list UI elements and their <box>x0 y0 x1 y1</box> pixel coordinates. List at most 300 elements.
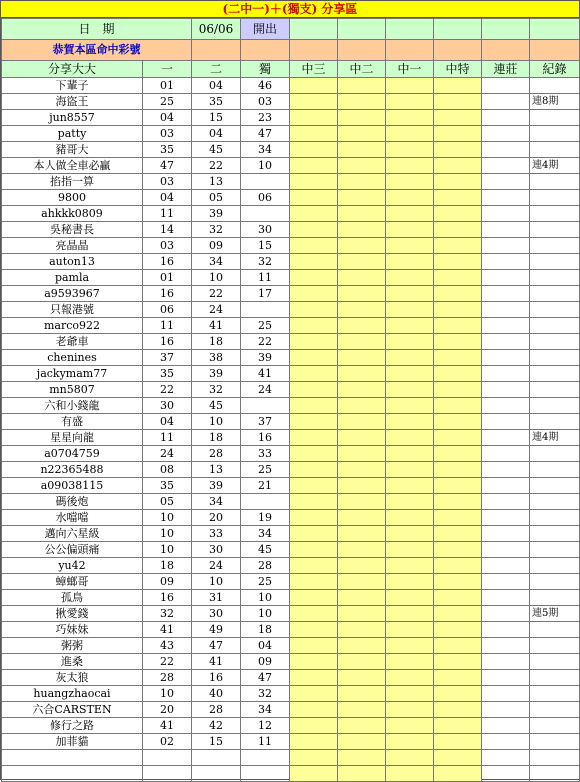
empty-cell <box>192 766 241 782</box>
hit3-cell <box>290 414 338 430</box>
pick-one: 22 <box>143 382 192 398</box>
pick-solo <box>241 174 290 190</box>
pick-two: 22 <box>192 286 241 302</box>
hit2-cell <box>338 478 386 494</box>
hit2-cell <box>338 494 386 510</box>
pick-two: 13 <box>192 174 241 190</box>
pick-one: 10 <box>143 510 192 526</box>
streak-cell <box>482 734 530 750</box>
record-note <box>530 526 580 542</box>
record-note <box>530 302 580 318</box>
hit1-cell <box>386 286 434 302</box>
hit3-cell <box>290 110 338 126</box>
table-row <box>2 174 580 190</box>
pick-two: 31 <box>192 590 241 606</box>
pick-one: 37 <box>143 350 192 366</box>
hit2-cell <box>338 734 386 750</box>
streak-cell <box>482 286 530 302</box>
record-note <box>530 702 580 718</box>
pick-solo: 12 <box>241 718 290 734</box>
table-row <box>2 574 580 590</box>
hit1-cell <box>386 702 434 718</box>
hit1-cell <box>386 238 434 254</box>
hit2-cell <box>338 174 386 190</box>
hit3-cell <box>290 270 338 286</box>
pick-two: 39 <box>192 366 241 382</box>
hit2-cell <box>338 78 386 94</box>
hit2-cell <box>338 286 386 302</box>
pick-two: 40 <box>192 686 241 702</box>
table-row <box>2 606 580 622</box>
hit3-cell <box>290 206 338 222</box>
hit2-cell <box>338 414 386 430</box>
pick-one: 20 <box>143 702 192 718</box>
pick-one: 08 <box>143 462 192 478</box>
streak-cell <box>482 462 530 478</box>
hit1-cell <box>386 382 434 398</box>
special-cell <box>434 462 482 478</box>
empty-cell <box>192 750 241 766</box>
hit3-cell <box>290 302 338 318</box>
special-cell <box>434 286 482 302</box>
pick-solo: 41 <box>241 366 290 382</box>
table-row <box>2 254 580 270</box>
special-cell <box>434 158 482 174</box>
special-cell <box>434 78 482 94</box>
pick-two: 04 <box>192 78 241 94</box>
streak-cell <box>482 702 530 718</box>
table-row <box>2 670 580 686</box>
record-note <box>530 590 580 606</box>
special-cell <box>434 366 482 382</box>
hit3-cell <box>290 590 338 606</box>
streak-cell <box>482 366 530 382</box>
hit3-cell <box>290 702 338 718</box>
pick-one: 22 <box>143 654 192 670</box>
hit1-cell <box>386 622 434 638</box>
record-note <box>530 78 580 94</box>
table-row <box>2 334 580 350</box>
hit2-cell <box>338 542 386 558</box>
sharer-name: 粥粥 <box>2 638 143 654</box>
special-cell <box>434 478 482 494</box>
hit1-cell <box>386 94 434 110</box>
pick-solo: 17 <box>241 286 290 302</box>
column-header-row <box>2 61 580 78</box>
empty-cell <box>2 766 143 782</box>
table-row <box>2 638 580 654</box>
record-note <box>530 494 580 510</box>
hit1-cell <box>386 686 434 702</box>
hit2-cell <box>338 158 386 174</box>
empty-cell <box>2 750 143 766</box>
pick-one: 47 <box>143 158 192 174</box>
streak-cell <box>482 430 530 446</box>
pick-solo: 45 <box>241 542 290 558</box>
hit2-cell <box>338 638 386 654</box>
pick-one: 06 <box>143 302 192 318</box>
streak-cell <box>482 638 530 654</box>
hit2-cell <box>338 238 386 254</box>
hit1-cell <box>386 430 434 446</box>
record-note <box>530 638 580 654</box>
pick-two: 16 <box>192 670 241 686</box>
sharer-name: 星星向龍 <box>2 430 143 446</box>
streak-cell <box>482 590 530 606</box>
hit2-cell <box>338 686 386 702</box>
streak-cell <box>482 302 530 318</box>
special-cell <box>434 238 482 254</box>
streak-cell <box>482 606 530 622</box>
pick-one: 25 <box>143 94 192 110</box>
pick-solo: 46 <box>241 78 290 94</box>
special-cell <box>434 558 482 574</box>
record-note <box>530 446 580 462</box>
special-cell <box>434 622 482 638</box>
record-note <box>530 686 580 702</box>
hit1-cell <box>386 670 434 686</box>
hit3-cell <box>290 286 338 302</box>
pick-one: 11 <box>143 430 192 446</box>
pick-one: 03 <box>143 174 192 190</box>
pick-solo: 04 <box>241 638 290 654</box>
hit3-cell <box>290 446 338 462</box>
pick-solo: 34 <box>241 702 290 718</box>
hit3-cell <box>290 526 338 542</box>
table-row <box>2 350 580 366</box>
pick-two: 10 <box>192 270 241 286</box>
hit3-cell <box>290 542 338 558</box>
pick-two: 47 <box>192 638 241 654</box>
date-label: 日 期 <box>2 19 192 40</box>
pick-one: 28 <box>143 670 192 686</box>
hit1-cell <box>386 638 434 654</box>
sharer-name: auton13 <box>2 254 143 270</box>
hit1-cell <box>386 574 434 590</box>
streak-cell <box>482 174 530 190</box>
hit2-cell <box>338 622 386 638</box>
hit1-cell <box>386 78 434 94</box>
table-row <box>2 558 580 574</box>
record-note <box>530 478 580 494</box>
streak-cell <box>482 654 530 670</box>
table-row <box>2 510 580 526</box>
pick-one: 10 <box>143 526 192 542</box>
hit3-cell <box>290 334 338 350</box>
hit3-cell <box>290 318 338 334</box>
special-cell <box>434 654 482 670</box>
col-header-solo: 獨 <box>241 61 290 78</box>
hit1-cell <box>386 142 434 158</box>
drawn-cell-1 <box>290 19 338 40</box>
pick-two: 24 <box>192 302 241 318</box>
pick-two: 33 <box>192 526 241 542</box>
hit1-cell <box>386 558 434 574</box>
pick-two: 09 <box>192 238 241 254</box>
sharer-name: a9593967 <box>2 286 143 302</box>
drawn-cell-6 <box>530 19 580 40</box>
pick-solo: 25 <box>241 318 290 334</box>
pick-one: 41 <box>143 718 192 734</box>
special-cell <box>434 590 482 606</box>
pick-one: 43 <box>143 638 192 654</box>
sharer-name: 修行之路 <box>2 718 143 734</box>
hit1-cell <box>386 414 434 430</box>
pick-two: 34 <box>192 254 241 270</box>
special-cell <box>434 222 482 238</box>
empty-cell <box>290 750 338 766</box>
hit2-cell <box>338 510 386 526</box>
special-cell <box>434 670 482 686</box>
pick-two: 18 <box>192 430 241 446</box>
hit2-cell <box>338 206 386 222</box>
pick-one: 24 <box>143 446 192 462</box>
empty-cell <box>482 766 530 782</box>
pick-two: 04 <box>192 126 241 142</box>
pick-one: 10 <box>143 542 192 558</box>
special-cell <box>434 398 482 414</box>
pick-two: 20 <box>192 510 241 526</box>
pick-solo: 18 <box>241 622 290 638</box>
sharer-name: patty <box>2 126 143 142</box>
sharer-name: 吳秘書長 <box>2 222 143 238</box>
hit2-cell <box>338 526 386 542</box>
pick-two: 41 <box>192 318 241 334</box>
streak-cell <box>482 478 530 494</box>
pick-two: 24 <box>192 558 241 574</box>
hit1-cell <box>386 270 434 286</box>
hit3-cell <box>290 350 338 366</box>
sheet-title: (二中一)＋(獨支) 分享區 <box>1 1 579 18</box>
pick-solo <box>241 398 290 414</box>
streak-cell <box>482 254 530 270</box>
hit1-cell <box>386 478 434 494</box>
special-cell <box>434 734 482 750</box>
pick-two: 30 <box>192 542 241 558</box>
pick-solo: 24 <box>241 382 290 398</box>
record-note <box>530 718 580 734</box>
pick-two: 32 <box>192 382 241 398</box>
hit3-cell <box>290 78 338 94</box>
sharer-name: marco922 <box>2 318 143 334</box>
hit3-cell <box>290 510 338 526</box>
empty-cell <box>241 750 290 766</box>
special-cell <box>434 542 482 558</box>
hit3-cell <box>290 670 338 686</box>
sharer-name: yu42 <box>2 558 143 574</box>
table-row <box>2 126 580 142</box>
hit2-cell <box>338 446 386 462</box>
special-cell <box>434 318 482 334</box>
special-cell <box>434 350 482 366</box>
hit3-cell <box>290 158 338 174</box>
pick-two: 15 <box>192 734 241 750</box>
special-cell <box>434 574 482 590</box>
sharer-name: chenines <box>2 350 143 366</box>
col-header-one: 一 <box>143 61 192 78</box>
pick-solo: 39 <box>241 350 290 366</box>
pick-one: 16 <box>143 590 192 606</box>
record-note <box>530 510 580 526</box>
sharer-name: 邁向六星級 <box>2 526 143 542</box>
sharer-name: 碼後炮 <box>2 494 143 510</box>
hit1-cell <box>386 718 434 734</box>
streak-cell <box>482 718 530 734</box>
record-note: 連4期 <box>530 158 580 174</box>
pick-two: 39 <box>192 478 241 494</box>
hit2-cell <box>338 590 386 606</box>
pick-solo: 33 <box>241 446 290 462</box>
hit2-cell <box>338 366 386 382</box>
pick-two: 38 <box>192 350 241 366</box>
sharer-name: n22365488 <box>2 462 143 478</box>
table-row <box>2 414 580 430</box>
col-header-streak: 連莊 <box>482 61 530 78</box>
pick-solo: 06 <box>241 190 290 206</box>
pick-one: 41 <box>143 622 192 638</box>
pick-two: 49 <box>192 622 241 638</box>
hit2-cell <box>338 222 386 238</box>
table-row <box>2 94 580 110</box>
hit1-cell <box>386 398 434 414</box>
pick-two: 32 <box>192 222 241 238</box>
sharer-name: 亮晶晶 <box>2 238 143 254</box>
record-note <box>530 126 580 142</box>
header-row <box>2 19 580 40</box>
drawn-cell-2 <box>338 19 386 40</box>
pick-solo: 10 <box>241 158 290 174</box>
pick-one: 35 <box>143 142 192 158</box>
table-row <box>2 270 580 286</box>
pick-one: 09 <box>143 574 192 590</box>
pick-two: 05 <box>192 190 241 206</box>
streak-cell <box>482 686 530 702</box>
special-cell <box>434 702 482 718</box>
special-cell <box>434 270 482 286</box>
sharer-name: 下輩子 <box>2 78 143 94</box>
pick-solo: 32 <box>241 686 290 702</box>
pick-one: 04 <box>143 110 192 126</box>
sharer-name: 公公偏頭痛 <box>2 542 143 558</box>
pick-one: 05 <box>143 494 192 510</box>
pick-one: 16 <box>143 334 192 350</box>
table-row <box>2 110 580 126</box>
pick-two: 28 <box>192 446 241 462</box>
congrats-cell <box>434 40 482 61</box>
hit3-cell <box>290 366 338 382</box>
hit2-cell <box>338 334 386 350</box>
pick-one: 01 <box>143 270 192 286</box>
sharer-name: 水噹噹 <box>2 510 143 526</box>
hit3-cell <box>290 382 338 398</box>
streak-cell <box>482 398 530 414</box>
empty-cell <box>290 766 338 782</box>
pick-solo: 10 <box>241 590 290 606</box>
col-header-hit2: 中二 <box>338 61 386 78</box>
hit1-cell <box>386 734 434 750</box>
table-row <box>2 590 580 606</box>
pick-solo <box>241 494 290 510</box>
table-row <box>2 734 580 750</box>
record-note <box>530 318 580 334</box>
table-row <box>2 366 580 382</box>
record-note <box>530 142 580 158</box>
pick-one: 03 <box>143 126 192 142</box>
sharer-name: huangzhaocai <box>2 686 143 702</box>
sharer-name: 進桑 <box>2 654 143 670</box>
empty-cell <box>482 750 530 766</box>
hit1-cell <box>386 510 434 526</box>
table-row <box>2 462 580 478</box>
hit1-cell <box>386 174 434 190</box>
streak-cell <box>482 414 530 430</box>
drawn-cell-5 <box>482 19 530 40</box>
sharer-name: 孤鳥 <box>2 590 143 606</box>
special-cell <box>434 718 482 734</box>
sharer-name: a09038115 <box>2 478 143 494</box>
hit3-cell <box>290 238 338 254</box>
hit1-cell <box>386 110 434 126</box>
pick-solo: 28 <box>241 558 290 574</box>
pick-one: 04 <box>143 190 192 206</box>
sharer-name: 六合CARSTEN <box>2 702 143 718</box>
empty-cell <box>434 766 482 782</box>
sharer-name: 巧妹妹 <box>2 622 143 638</box>
hit2-cell <box>338 94 386 110</box>
record-note: 連8期 <box>530 94 580 110</box>
record-note <box>530 190 580 206</box>
record-note <box>530 110 580 126</box>
col-header-hit3: 中三 <box>290 61 338 78</box>
col-header-two: 二 <box>192 61 241 78</box>
hit2-cell <box>338 126 386 142</box>
pick-two: 30 <box>192 606 241 622</box>
special-cell <box>434 382 482 398</box>
pick-solo: 47 <box>241 670 290 686</box>
hit3-cell <box>290 94 338 110</box>
pick-solo: 23 <box>241 110 290 126</box>
sharer-name: 六和小錢龍 <box>2 398 143 414</box>
hit3-cell <box>290 654 338 670</box>
drawn-cell-3 <box>386 19 434 40</box>
hit3-cell <box>290 430 338 446</box>
pick-two: 39 <box>192 206 241 222</box>
special-cell <box>434 494 482 510</box>
table-row <box>2 238 580 254</box>
special-cell <box>434 126 482 142</box>
hit2-cell <box>338 110 386 126</box>
table-row <box>2 398 580 414</box>
streak-cell <box>482 334 530 350</box>
hit2-cell <box>338 574 386 590</box>
pick-one: 35 <box>143 366 192 382</box>
table-row <box>2 382 580 398</box>
hit3-cell <box>290 478 338 494</box>
table-row <box>2 222 580 238</box>
hit2-cell <box>338 254 386 270</box>
table-row <box>2 622 580 638</box>
hit2-cell <box>338 718 386 734</box>
streak-cell <box>482 558 530 574</box>
hit2-cell <box>338 350 386 366</box>
hit1-cell <box>386 222 434 238</box>
special-cell <box>434 510 482 526</box>
special-cell <box>434 638 482 654</box>
pick-solo: 09 <box>241 654 290 670</box>
sharer-name: 蟑螂哥 <box>2 574 143 590</box>
streak-cell <box>482 78 530 94</box>
hit3-cell <box>290 142 338 158</box>
